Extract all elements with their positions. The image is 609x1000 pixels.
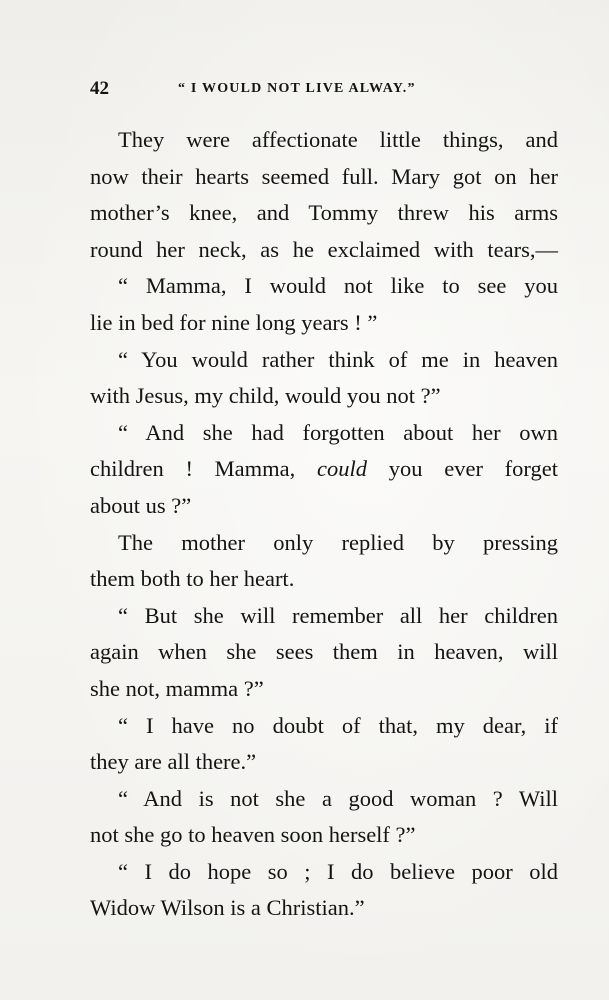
body-text (90, 122, 558, 927)
text-line: not she go to heaven soon herself ?” (90, 822, 416, 848)
text-line: with Jesus, my child, would you not ?” (90, 383, 441, 409)
text-line: she not, mamma ?” (90, 675, 264, 701)
running-title: “ I WOULD NOT LIVE ALWAY.” (178, 81, 416, 96)
page-number: 42 (90, 78, 109, 99)
text-line: Widow Wilson is a Christian.” (90, 895, 365, 921)
text-line: them both to her heart. (90, 566, 295, 592)
text-line: now their hearts seemed full. Mary got on her (90, 163, 558, 189)
text-line: they are all there.” (90, 749, 257, 775)
text-line: children ! Mamma, could you ever forget (90, 456, 558, 482)
text-line: “ And is not she a good woman ? Will (118, 785, 558, 811)
text-line: “ And she had forgotten about her own (118, 419, 558, 445)
text-line: The mother only replied by pressing (118, 529, 558, 555)
text-line: “ I do hope so ; I do believe poor old (118, 858, 558, 884)
page-header (90, 78, 551, 102)
text-line: lie in bed for nine long years ! ” (90, 309, 378, 335)
text-line: about us ?” (90, 492, 192, 518)
text-line: “ But she will remember all her children (118, 602, 558, 628)
emphasis-word: could (317, 456, 368, 482)
text-line: again when she sees them in heaven, will (90, 639, 558, 665)
text-line: round her neck, as he exclaimed with tears,— (90, 236, 558, 262)
text-line: “ I have no doubt of that, my dear, if (118, 712, 558, 738)
text-line: “ You would rather think of me in heaven (118, 346, 558, 372)
text-line: They were affectionate little things, and (118, 127, 558, 152)
text-line: mother’s knee, and Tommy threw his arms (90, 200, 558, 226)
text-line: “ Mamma, I would not like to see you (118, 273, 558, 299)
